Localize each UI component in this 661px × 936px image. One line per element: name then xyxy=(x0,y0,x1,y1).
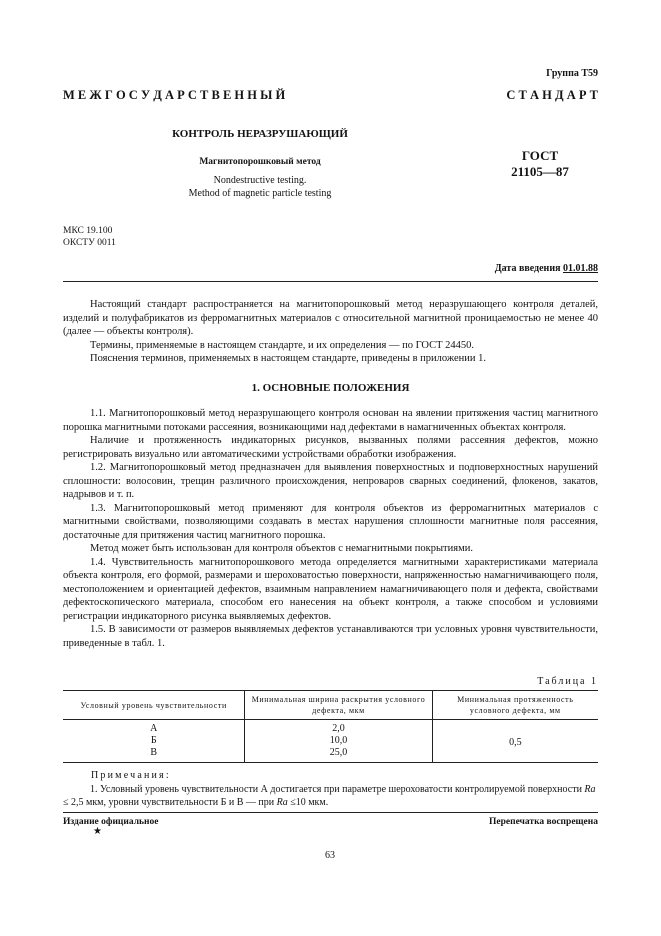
introduction-date xyxy=(400,263,598,274)
date-value: 01.01.88 xyxy=(563,263,598,274)
table-caption: Таблица 1 xyxy=(537,676,598,687)
table-row xyxy=(63,720,598,736)
footer-divider xyxy=(63,812,598,813)
ra-symbol: Ra xyxy=(276,797,288,808)
document-title: КОНТРОЛЬ НЕРАЗРУШАЮЩИЙ xyxy=(172,128,348,140)
cell-level: А xyxy=(150,723,158,734)
english-title-line2: Method of magnetic particle testing xyxy=(188,188,332,199)
section-title: 1. ОСНОВНЫЕ ПОЛОЖЕНИЯ xyxy=(251,382,410,394)
intro-paragraph-appendix: Пояснения терминов, применяемых в настоящем стандарте, приведены в приложении 1. xyxy=(90,353,487,364)
intro-block xyxy=(63,298,598,366)
star-icon: ★ xyxy=(93,826,102,837)
mks-code: МКС 19.100 xyxy=(63,226,113,236)
header-width: Минимальная ширина раскрытия условного дефекта, мкм xyxy=(245,691,432,720)
cell-level: Б xyxy=(150,735,157,746)
reprint-prohibited: Перепечатка воспрещена xyxy=(488,817,598,827)
intro-paragraph-terms: Термины, применяемые в настоящем стандарте, и их определения — по ГОСТ 24450. xyxy=(90,339,475,351)
header-level: Условный уровень чувствительности xyxy=(63,691,245,720)
date-label: Дата введения xyxy=(494,263,561,274)
group-code: Группа Т59 xyxy=(546,68,598,79)
header-divider xyxy=(63,281,598,282)
ra-symbol: Ra xyxy=(584,784,596,795)
header-length: Минимальная протяженность условного дефекта, мм xyxy=(432,691,598,720)
banner-word-standard: С Т А Н Д А Р Т xyxy=(506,88,598,102)
paragraph-1-3-cont: Метод может быть использован для контроля объектов с немагнитными покрытиями. xyxy=(90,543,473,554)
paragraph-1-4: 1.4. Чувствительность магнитопорошкового метода определяется магнитными характеристиками материала объекта контроля, его формой, размерами и шероховатостью поверхности, напряженностью намагничивающего поля, местоположением и ориентацией дефектов, взаимным направлением намагничивающего поля и дефекта, свойствами дефектоскопического материала, способом его нанесения на объект контроля, а также способом и условиями регистрации индикаторного рисунка выявляемых дефектов. xyxy=(63,556,598,622)
cell-level: В xyxy=(63,747,245,763)
okstu-code: ОКСТУ 0011 xyxy=(63,238,116,248)
table-header-row xyxy=(63,691,598,720)
note-1-middle: ≤ 2,5 мкм, уровни чувствительности Б и В — при xyxy=(63,797,277,808)
paragraph-1-3: 1.3. Магнитопорошковый метод применяют для контроля объектов из ферромагнитных материалов с магнитными свойствами, позволяющими создавать в местах нарушения сплошности магнитные поля рассеяния, достаточные для притяжения частиц магнитного порошка. xyxy=(63,502,598,541)
gost-number: 21105—87 xyxy=(511,164,569,179)
banner-word-interstate: М Е Ж Г О С У Д А Р С Т В Е Н Н Ы Й xyxy=(63,88,286,102)
body-block xyxy=(63,407,598,650)
cell-width: 25,0 xyxy=(245,747,432,763)
note-1-prefix: 1. Условный уровень чувствительности А достигается при параметре шероховатости контролируемой поверхности xyxy=(90,784,585,795)
paragraph-1-5: 1.5. В зависимости от размеров выявляемых дефектов устанавливаются три условных уровня чувствительности, приведенные в табл. 1. xyxy=(63,624,598,649)
paragraph-1-2: 1.2. Магнитопорошковый метод предназначен для выявления поверхностных и подповерхностных нарушений сплошности: волосовин, трещин различного происхождения, непроваров сварных соединений, флокенов, закатов, надрывов и т. п. xyxy=(63,462,598,500)
paragraph-1-1: 1.1. Магнитопорошковый метод неразрушающего контроля основан на явлении притяжения частиц магнитного порошка магнитными потоками рассеяния, возникающими над дефектами в намагниченных объектах контроля. xyxy=(63,408,598,433)
note-1-end: ≤10 мкм. xyxy=(287,797,329,808)
page-number: 63 xyxy=(325,850,335,861)
sensitivity-table xyxy=(63,690,598,763)
note-1 xyxy=(63,783,598,809)
english-title-line1: Nondestructive testing. xyxy=(213,175,307,186)
standard-banner xyxy=(63,88,598,103)
cell-length: 0,5 xyxy=(432,720,598,763)
intro-paragraph-scope: Настоящий стандарт распространяется на магнитопорошковый метод неразрушающего контроля деталей, изделий и полуфабрикатов из ферромагнитных материалов с относительной магнитной проницаемостью не менее 40 (далее — объекты контроля). xyxy=(63,299,598,337)
notes-heading: Примечания: xyxy=(91,770,171,781)
cell-width: 10,0 xyxy=(245,735,432,747)
gost-label: ГОСТ xyxy=(521,148,559,163)
cell-width: 2,0 xyxy=(245,720,432,736)
document-subtitle: Магнитопорошковый метод xyxy=(199,157,321,167)
official-edition: Издание официальное xyxy=(63,817,159,827)
paragraph-1-1-cont: Наличие и протяженность индикаторных рисунков, вызванных полями рассеяния дефектов, можно регистрировать визуально или автоматическими устройствами обработки изображения. xyxy=(63,435,598,460)
